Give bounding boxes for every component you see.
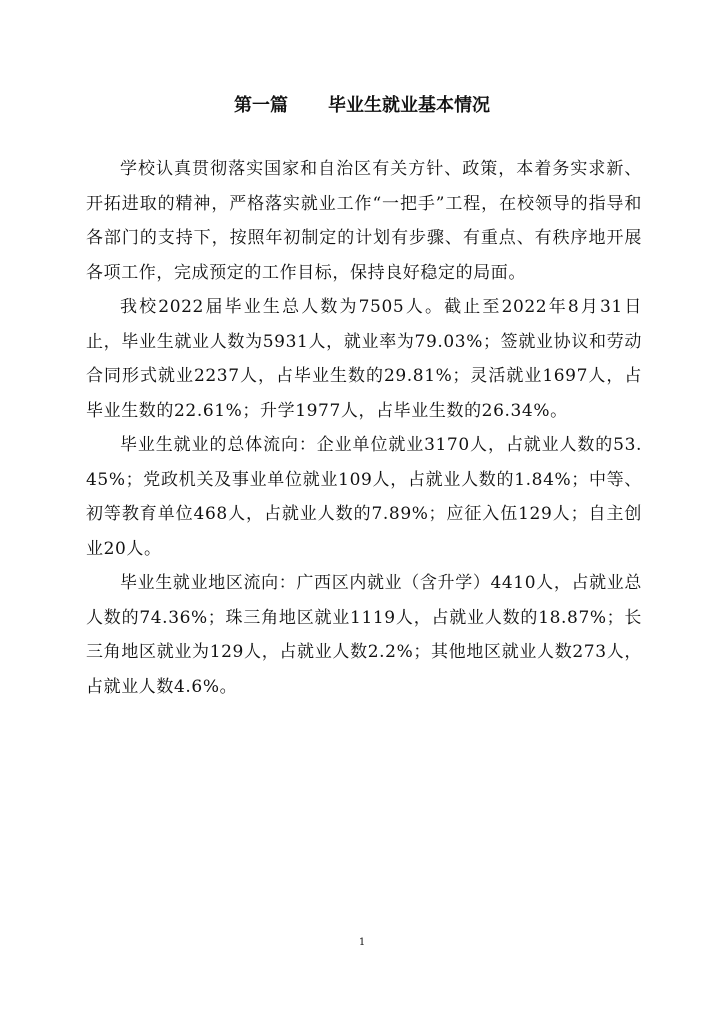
section-heading: 毕业生就业基本情况 — [328, 95, 490, 116]
section-title — [0, 93, 724, 119]
paragraph-regional-flow: 毕业生就业地区流向：广西区内就业（含升学）4410人，占就业总人数的74.36%；珠三角地区就业1119人，占就业人数的18.87%；长三角地区就业为129人，占就业人数2.2%；其他地区就业人数273人，占就业人数4.6%。 — [86, 573, 642, 697]
paragraph-overall-flow: 毕业生就业的总体流向：企业单位就业3170人，占就业人数的53.45%；党政机关及事业单位就业109人，占就业人数的1.84%；中等、初等教育单位468人，占就业人数的7.89%；应征入伍129人；自主创业20人。 — [86, 435, 642, 559]
body-text — [86, 152, 642, 704]
section-number: 第一篇 — [234, 95, 288, 116]
paragraph-employment-totals: 我校2022届毕业生总人数为7505人。截止至2022年8月31日止，毕业生就业人数为5931人，就业率为79.03%；签就业协议和劳动合同形式就业2237人，占毕业生数的29.81%；灵活就业1697人，占毕业生数的22.61%；升学1977人，占毕业生数的26.34%。 — [86, 297, 642, 421]
page-number: 1 — [358, 937, 366, 948]
paragraph-intro: 学校认真贯彻落实国家和自治区有关方针、政策，本着务实求新、开拓进取的精神，严格落实就业工作“一把手”工程，在校领导的指导和各部门的支持下，按照年初制定的计划有步骤、有重点、有秩序地开展各项工作，完成预定的工作目标，保持良好稳定的局面。 — [86, 159, 642, 283]
